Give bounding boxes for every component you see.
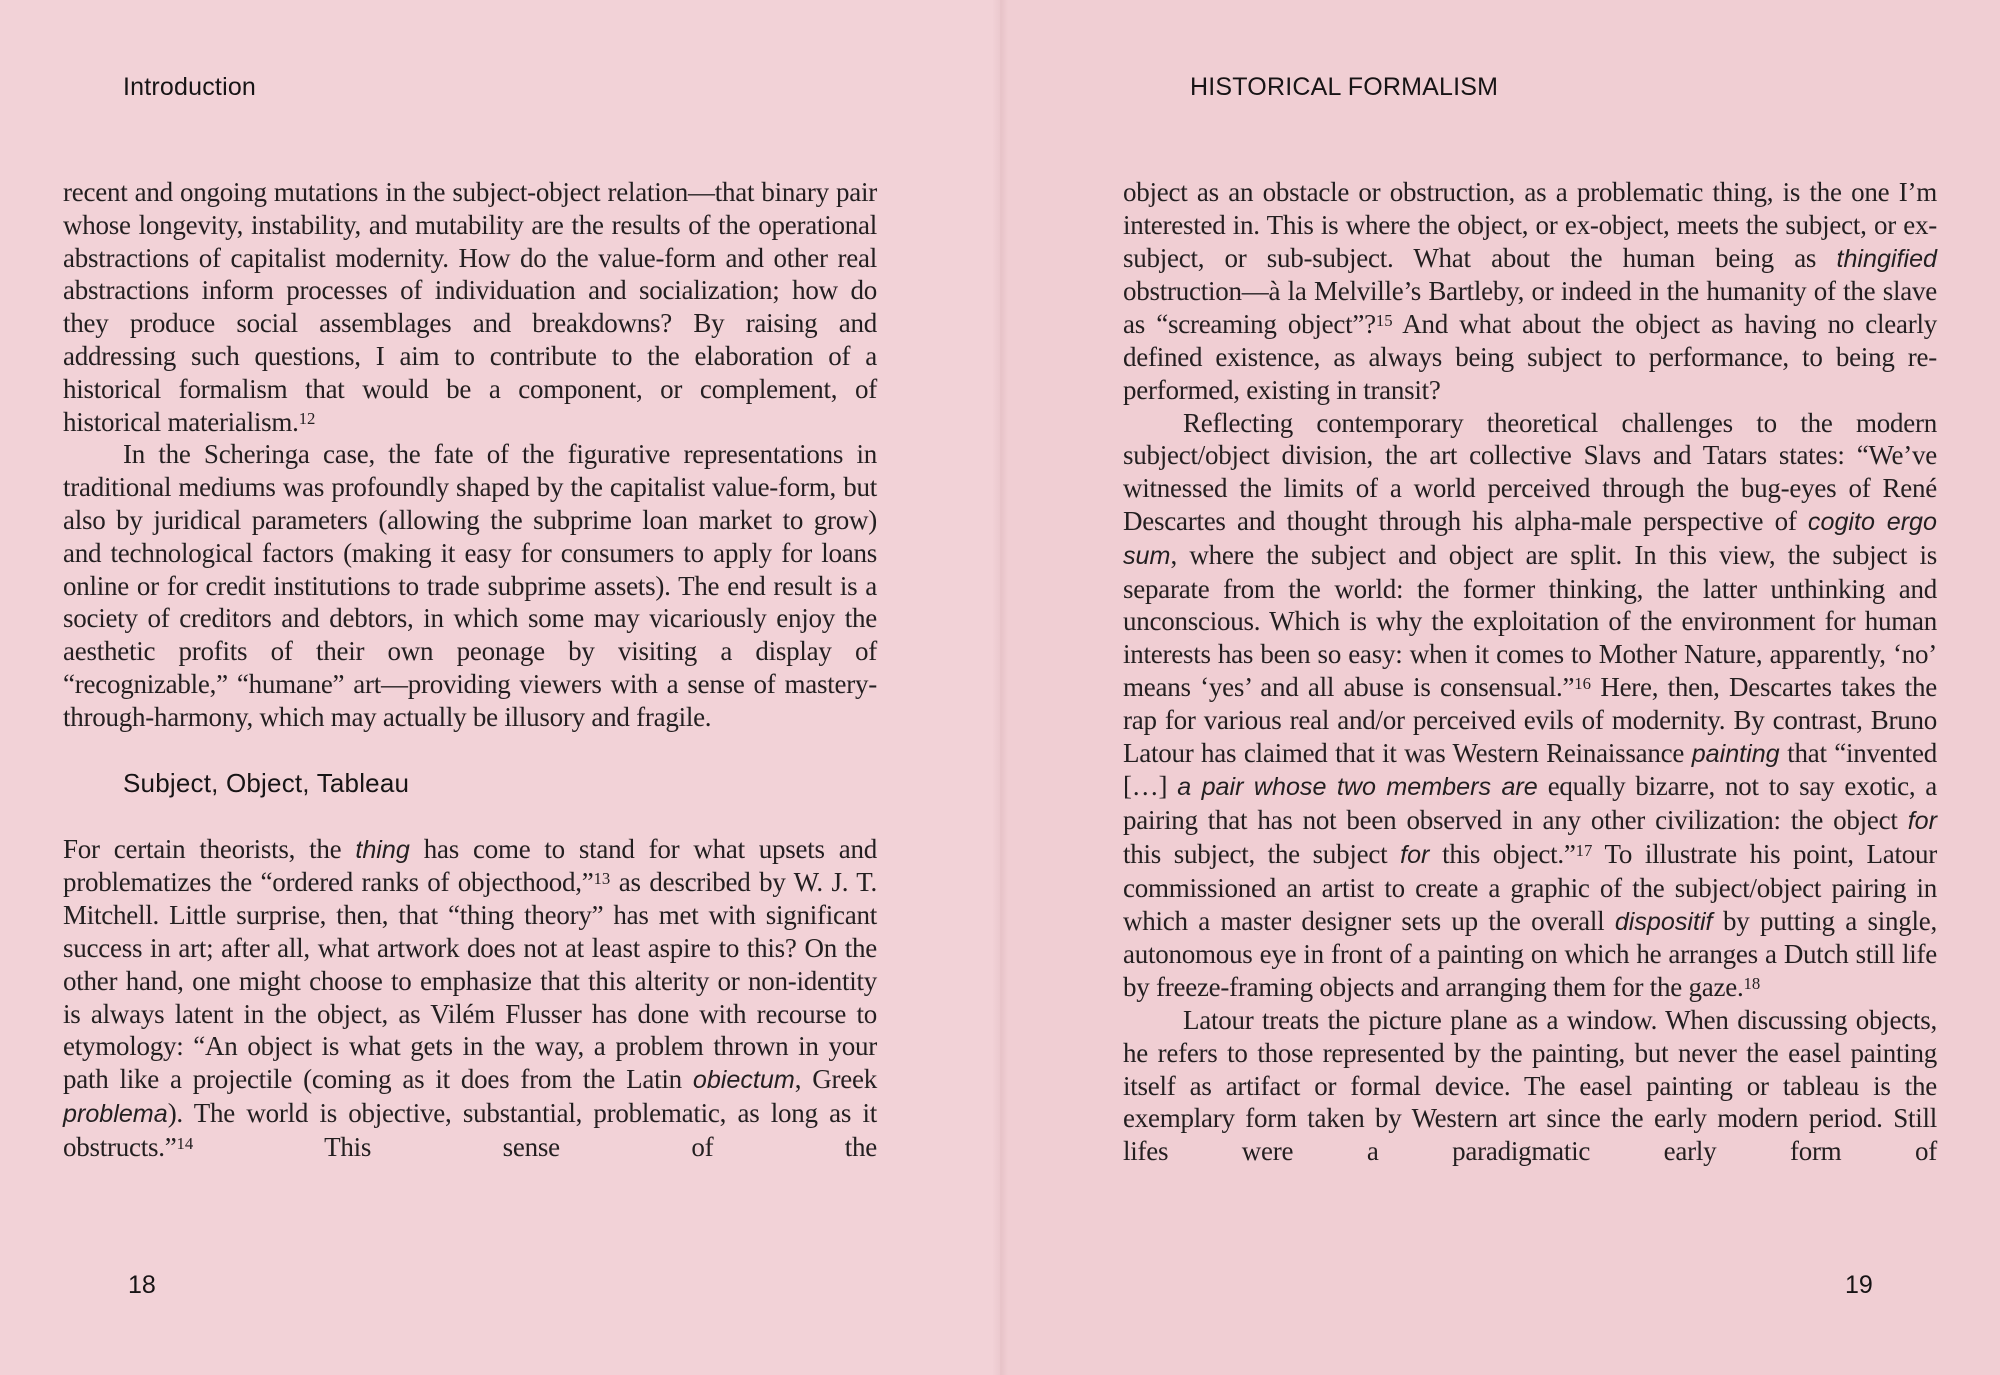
footnote-ref: 16	[1574, 673, 1591, 693]
footnote-ref: 15	[1375, 311, 1393, 331]
footnote-ref: 18	[1743, 974, 1761, 994]
running-head-right: HISTORICAL FORMALISM	[1190, 73, 1499, 101]
footnote-ref: 12	[298, 408, 316, 428]
paragraph: recent and ongoing mutations in the subject-object relation—that binary pair whose longevity, instability, and mutability are the results of the operational abstractions of capitalist modernity. How do the value-form and other real abstractions inform processes of individuation and socialization; how do they produce social assemblages and breakdowns? By raising and addressing such questions, I aim to contribute to the elaboration of a historical formalism that would be a component, or complement, of historical materialism.$^{12}$	[63, 177, 877, 437]
running-head-left: Introduction	[123, 73, 257, 101]
emphasis-text: dispositif	[1614, 907, 1713, 936]
paragraph: object as an obstacle or obstruction, as a problematic thing, is the one I’m interested in. This is where the object, or ex-object, meets the subject, or ex-subject, or sub-subject. What about the human being as thingified obstruction—à la Melville’s Bartleby, or indeed in the humanity of the slave as “screaming object”?$^{15}$ And what about the object as having no clearly defined existence, as always being subject to performance, to being re-performed, existing in transit?	[1123, 177, 1937, 405]
paragraph: Latour treats the picture plane as a window. When discussing objects, he refers to those represented by the painting, but never the easel painting itself as artifact or formal device. The easel painting or tableau is the exemplary form taken by Western art since the early modern period. Still lifes were a paradigmatic early form of	[1123, 1004, 1937, 1167]
footnote-ref: 14	[176, 1133, 194, 1153]
page-number-right: 19	[1845, 1271, 1873, 1299]
emphasis-text: obiectum	[692, 1066, 795, 1095]
section-subheading: Subject, Object, Tableau	[123, 767, 410, 798]
emphasis-text: thing	[355, 835, 410, 864]
right-text-column	[1123, 176, 1937, 1168]
footnote-ref: 13	[593, 869, 611, 889]
emphasis-text: cogito ergo sum	[1123, 507, 1937, 570]
emphasis-text: thingified	[1836, 244, 1937, 273]
page-number-left: 18	[128, 1271, 156, 1299]
emphasis-text: a pair whose two members are	[1177, 773, 1538, 802]
emphasis-text: painting	[1691, 739, 1780, 768]
paragraph: For certain theorists, the thing has come to stand for what upsets and problematizes the “ordered ranks of objecthood,”$^{13}$ as described by W. J. T. Mitchell. Little surprise, then, that “thing theory” has met with significant success in art; after all, what artwork does not at least aspire to this? On the other hand, one might choose to emphasize that this alterity or non-identity is always latent in the object, as Vilém Flusser has done with recourse to etymology: “An object is what gets in the way, a problem thrown in your path like a projectile (coming as it does from the Latin obiectum, Greek problema). The world is objective, substantial, problematic, as long as it obstructs.”$^{14}$ This sense of the	[63, 833, 878, 1162]
paragraph: In the Scheringa case, the fate of the figurative representations in traditional mediums was profoundly shaped by the capitalist value-form, but also by juridical parameters (allowing the subprime loan market to grow) and technological factors (making it easy for consumers to apply for loans online or for credit institutions to trade subprime assets). The end result is a society of creditors and debtors, in which some may vicariously enjoy the aesthetic profits of their own peonage by visiting a display of “recognizable,” “humane” art—providing viewers with a sense of mastery-through-harmony, which may actually be illusory and fragile.	[63, 439, 877, 732]
paragraph: Reflecting contemporary theoretical challenges to the modern subject/object division, the art collective Slavs and Tatars states: “We’ve witnessed the limits of a world perceived through the bug-eyes of René Descartes and thought through his alpha-male perspective of cogito ergo sum, where the subject and object are split. In this view, the subject is separate from the world: the former thinking, the latter unthinking and unconscious. Which is why the exploitation of the environment for human interests has been so easy: when it comes to Mother Nature, apparently, ‘no’ means ‘yes’ and all abuse is consensual.”$^{16}$ Here, then, Descartes takes the rap for various real and/or perceived evils of modernity. By contrast, Bruno Latour has claimed that it was Western Reinaissance painting that “invented […] a pair whose two members are equally bizarre, not to say exotic, a pairing that has not been observed in any other civilization: the object for this subject, the subject for this object.”$^{17}$ To illustrate his point, Latour commissioned an artist to create a graphic of the subject/object pairing in which a master designer sets up the overall dispositif by putting a single, autonomous eye in front of a painting on which he arranges a Dutch still life by freeze-framing objects and arranging them for the gaze.$^{18}$	[1123, 407, 1938, 1003]
emphasis-text: for	[1400, 840, 1430, 869]
right-page	[1000, 0, 2000, 1375]
emphasis-text: for	[1907, 807, 1937, 836]
emphasis-text: problema	[63, 1099, 168, 1128]
footnote-ref: 17	[1575, 840, 1593, 860]
left-text-column	[63, 176, 877, 1164]
